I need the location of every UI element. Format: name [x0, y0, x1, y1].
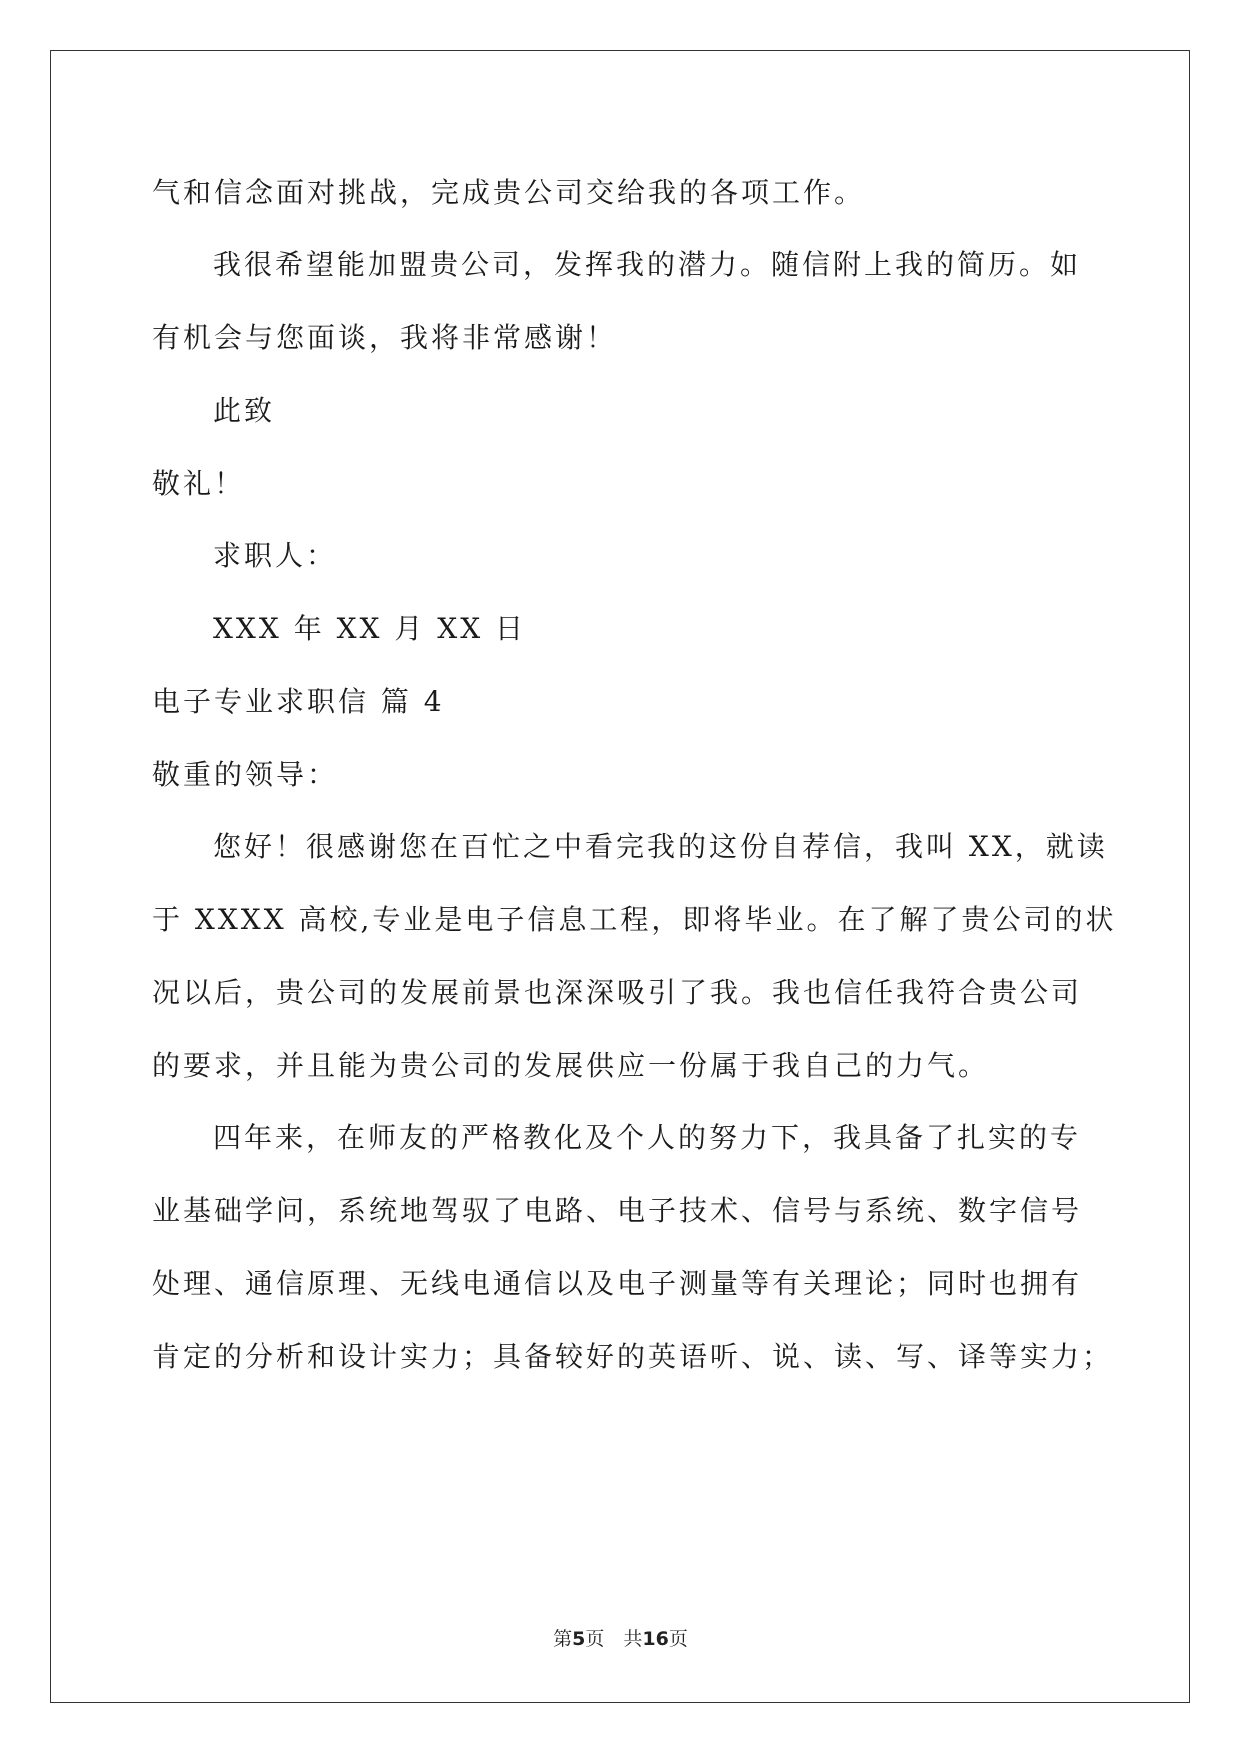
- greeting: 敬重的领导：: [152, 758, 339, 791]
- body-line: 处理、通信原理、无线电通信以及电子测量等有关理论；同时也拥有: [152, 1267, 1083, 1300]
- body-line: 的要求，并且能为贵公司的发展供应一份属于我自己的力气。: [152, 1049, 990, 1082]
- body-line: 业基础学问，系统地驾驭了电路、电子技术、信号与系统、数字信号: [152, 1194, 1083, 1227]
- body-line: 肯定的分析和设计实力；具备较好的英语听、说、读、写、译等实力；: [152, 1340, 1114, 1373]
- closing-regards: 敬礼！: [152, 467, 246, 500]
- date-line: XXX 年 XX 月 XX 日: [213, 612, 527, 645]
- total-pages-number: 16: [642, 1628, 669, 1650]
- page-footer: [0, 1627, 1241, 1651]
- body-line: 气和信念面对挑战，完成贵公司交给我的各项工作。: [152, 176, 866, 209]
- page-border: [50, 50, 1190, 1703]
- closing-salutation: 此致: [213, 394, 276, 427]
- footer-mid: 页 共: [585, 1628, 643, 1650]
- body-line: 您好！很感谢您在百忙之中看完我的这份自荐信，我叫 XX，就读: [213, 830, 1108, 863]
- body-line: 我很希望能加盟贵公司，发挥我的潜力。随信附上我的简历。如: [213, 248, 1082, 281]
- body-line: 四年来，在师友的严格教化及个人的努力下，我具备了扎实的专: [213, 1121, 1082, 1154]
- signature-label: 求职人：: [213, 539, 338, 572]
- body-line: 于 XXXX 高校,专业是电子信息工程，即将毕业。在了解了贵公司的状: [152, 903, 1117, 936]
- body-line: 况以后，贵公司的发展前景也深深吸引了我。我也信任我符合贵公司: [152, 976, 1083, 1009]
- body-line: 有机会与您面谈，我将非常感谢！: [152, 321, 618, 354]
- footer-prefix: 第: [553, 1628, 573, 1650]
- section-heading: 电子专业求职信 篇 4: [152, 685, 445, 718]
- footer-suffix: 页: [668, 1628, 688, 1650]
- current-page-number: 5: [572, 1628, 586, 1650]
